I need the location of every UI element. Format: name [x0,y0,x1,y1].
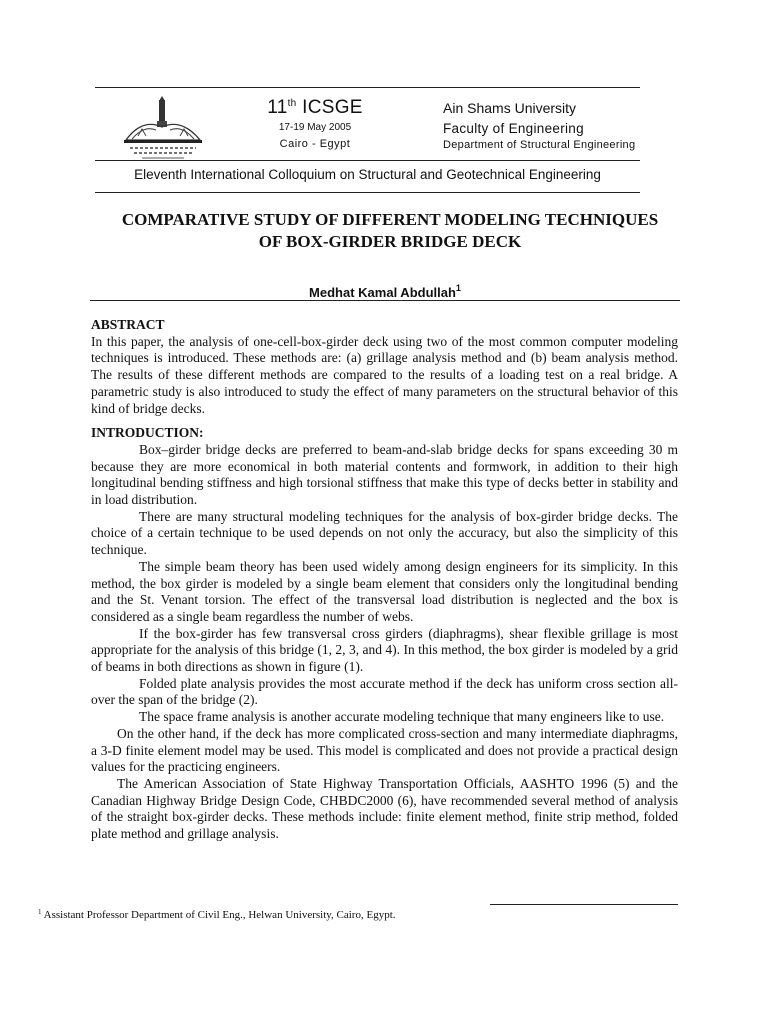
introduction-heading: INTRODUCTION: [91,425,204,441]
footnote-text: Assistant Professor Department of Civil Eng., Helwan University, Cairo, Egypt. [43,909,396,921]
university-logo [120,96,206,160]
header-mid-rule [95,160,640,161]
faculty-name: Faculty of Engineering [443,121,584,136]
author-footnote-mark: 1 [455,283,461,293]
conference-dates: 17-19 May 2005 [278,122,352,133]
intro-paragraph-5: Folded plate analysis provides the most accurate method if the deck has uniform cross section all-over the span of the bridge (2). [91,675,678,708]
author-name: Medhat Kamal Abdullah [309,285,456,300]
intro-paragraph-4: If the box-girder has few transversal cross girders (diaphragms), shear flexible grillage is most appropriate for the analysis of this bridge (1, 2, 3, and 4). In this method, the box girder is modeled by a grid of beams in both directions as shown in figure (1). [91,625,678,675]
intro-paragraph-2: There are many structural modeling techniques for the analysis of box-girder bridge decks. The choice of a certain technique to be used depends on not only the accuracy, but also the simplicity of this technique. [91,508,678,558]
footnote [38,908,396,921]
intro-paragraph-6: The space frame analysis is another accurate modeling technique that many engineers like to use. [139,709,665,725]
author-rule [90,300,680,301]
intro-paragraph-3: The simple beam theory has been used widely among design engineers for its simplicity. In this method, the box girder is modeled by a single beam element that considers only the longitudinal bending and the St. Venant torsion. The effect of the transversal load distribution is neglected and the box is considered as a single beam regardless the number of webs. [91,558,678,624]
body-text [91,317,678,843]
colloquium-title: Eleventh International Colloquium on Structural and Geotechnical Engineering [134,167,601,182]
author-line [90,283,680,300]
header-top-rule [95,87,640,88]
conference-title: 11th ICSGE [267,97,363,118]
intro-paragraph-8: The American Association of State Highway Transportation Officials, AASHTO 1996 (5) and the Canadian Highway Bridge Design Code, CHBDC2000 (6), have recommended several method of analysis of the straight box-girder decks. These methods include: finite element method, finite strip method, folded plate method and grillage analysis. [91,775,678,842]
paper-title-line-2: OF BOX-GIRDER BRIDGE DECK [258,232,522,251]
header-bottom-rule [95,192,640,193]
university-name: Ain Shams University [443,100,577,116]
paper-title-line-1: COMPARATIVE STUDY OF DIFFERENT MODELING TECHNIQUES [121,210,659,229]
footnote-rule [490,904,678,905]
intro-paragraph-7: On the other hand, if the deck has more complicated cross-section and many intermediate diaphragms, a 3-D finite element model may be used. This model is complicated and does not provide a practical design values for the practicing engineers. [91,725,678,775]
conference-location: Cairo - Egypt [279,138,351,150]
abstract-heading: ABSTRACT [91,317,165,332]
abstract-text: In this paper, the analysis of one-cell-box-girder deck using two of the most common computer modeling techniques is introduced. These methods are: (a) grillage analysis method and (b) beam analysis method. The results of these different methods are compared to the results of a loading test on a real bridge. A parametric study is also introduced to study the effect of many parameters on the structural behavior of this kind of bridge decks. [91,333,678,416]
paper-title [60,209,720,253]
footnote-mark: 1 [38,908,42,916]
intro-paragraph-1: Box–girder bridge decks are preferred to beam-and-slab bridge decks for spans exceeding 30 m because they are more economical in both material contents and formwork, in addition to their high longitudinal bending stiffness and high torsional stiffness that make this type of decks better in stability and in load distribution. [91,441,678,508]
department-name: Department of Structural Engineering [443,139,636,151]
